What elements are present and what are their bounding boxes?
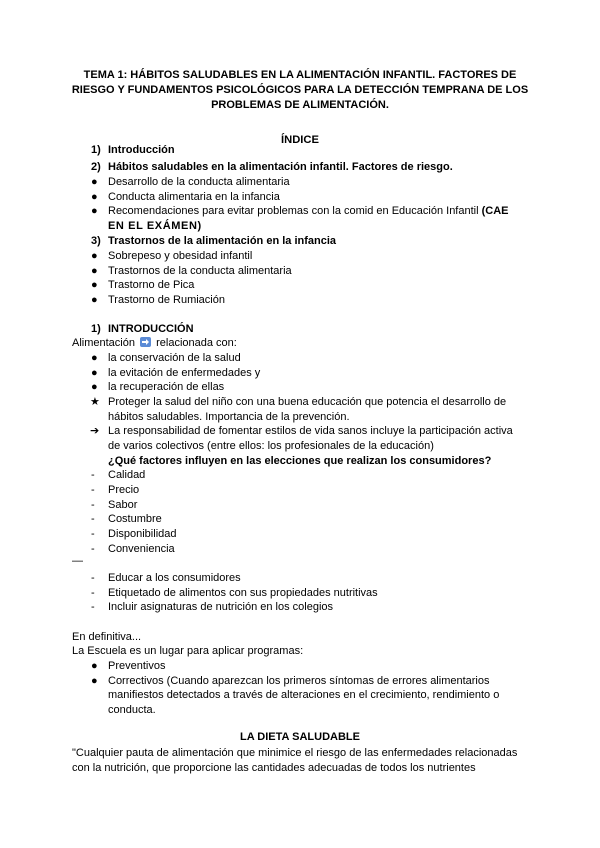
factor-item: Precio <box>108 484 140 496</box>
section-heading-dieta: LA DIETA SALUDABLE <box>240 731 360 743</box>
bullet-icon: ● <box>91 250 98 262</box>
dash-marker: - <box>91 528 95 540</box>
exam-note: (CAE <box>481 205 509 217</box>
star-icon: ★ <box>90 396 100 408</box>
right-arrow-icon <box>140 337 151 347</box>
star-note-line: hábitos saludables. Importancia de la prevención. <box>108 411 350 423</box>
list-item: la conservación de la salud <box>108 352 241 364</box>
intro-lead: Alimentación relacionada con: <box>72 337 237 349</box>
bullet-icon: ● <box>91 265 98 277</box>
dash-marker: - <box>91 601 95 613</box>
list-item: la evitación de enfermedades y <box>108 367 261 379</box>
section-heading-introduccion: INTRODUCCIÓN <box>108 323 194 335</box>
action-item: Educar a los consumidores <box>108 572 241 584</box>
index-subitem: Sobrepeso y obesidad infantil <box>108 250 253 262</box>
dash-marker: - <box>91 587 95 599</box>
dash-marker: - <box>91 484 95 496</box>
dash-marker: - <box>91 572 95 584</box>
index-item-trastornos: Trastornos de la alimentación en la infancia <box>108 235 337 247</box>
index-subitem: Trastorno de Pica <box>108 279 195 291</box>
diet-definition-line: con la nutrición, que proporcione las cantidades adecuadas de todos los nutrientes <box>72 762 476 774</box>
arrow-bullet-icon: ➔ <box>90 425 100 437</box>
index-subitem: Recomendaciones para evitar problemas con la comid en Educación Infantil (CAE <box>108 205 509 217</box>
index-heading: ÍNDICE <box>281 134 319 146</box>
dash-marker: - <box>91 513 95 525</box>
program-item-line: manifiestos detectados a través de alteraciones en el crecimiento, rendimiento o <box>108 689 500 701</box>
bullet-icon: ● <box>91 352 98 364</box>
program-item-line: Correctivos (Cuando aparezcan los primeros síntomas de errores alimentarios <box>108 675 490 687</box>
bullet-icon: ● <box>91 367 98 379</box>
dash-marker: - <box>91 499 95 511</box>
document-title: TEMA 1: HÁBITOS SALUDABLES EN LA ALIMENTACIÓN INFANTIL. FACTORES DE RIESGO Y FUNDAMENTOS PSICOLÓGICOS PARA LA DETECCIÓN TEMPRANA DE LOS PROBLEMAS DE ALIMENTACIÓN. <box>71 69 529 111</box>
arrow-note-line: La responsabilidad de fomentar estilos de vida sanos incluye la participación activa <box>108 425 513 437</box>
section-number-1: 1) <box>91 323 101 335</box>
bullet-icon: ● <box>91 205 98 217</box>
action-item: Etiquetado de alimentos con sus propiedades nutritivas <box>108 587 378 599</box>
program-item-line: conducta. <box>108 704 156 716</box>
index-subitem: Desarrollo de la conducta alimentaria <box>108 176 290 188</box>
action-item: Incluir asignaturas de nutrición en los colegios <box>108 601 334 613</box>
exam-note-continued: EN EL EXÁMEN) <box>108 220 202 232</box>
factor-item: Conveniencia <box>108 543 175 555</box>
bullet-icon: ● <box>91 660 98 672</box>
list-item: la recuperación de ellas <box>108 381 225 393</box>
program-item: Preventivos <box>108 660 166 672</box>
factor-item: Sabor <box>108 499 138 511</box>
factor-item: Calidad <box>108 469 146 481</box>
index-number-3: 3) <box>91 235 101 247</box>
index-item-habitos: Hábitos saludables en la alimentación infantil. Factores de riesgo. <box>108 161 453 173</box>
conclusion-text: En definitiva... <box>72 631 142 643</box>
bullet-icon: ● <box>91 381 98 393</box>
dash-marker: - <box>91 543 95 555</box>
index-number-2: 2) <box>91 161 101 173</box>
index-subitem: Trastorno de Rumiación <box>108 294 225 306</box>
arrow-note-line: de varios colectivos (entre ellos: los profesionales de la educación) <box>108 440 434 452</box>
separator: — <box>72 555 83 567</box>
factors-question: ¿Qué factores influyen en las elecciones que realizan los consumidores? <box>108 455 492 467</box>
school-text: La Escuela es un lugar para aplicar programas: <box>72 645 304 657</box>
bullet-icon: ● <box>91 279 98 291</box>
index-item-introduccion: Introducción <box>108 144 175 156</box>
index-subitem: Trastornos de la conducta alimentaria <box>108 265 292 277</box>
diet-definition-line: "Cualquier pauta de alimentación que minimice el riesgo de las enfermedades relacionadas <box>72 747 518 759</box>
factor-item: Costumbre <box>108 513 162 525</box>
index-number-1: 1) <box>91 144 101 156</box>
bullet-icon: ● <box>91 675 98 687</box>
bullet-icon: ● <box>91 191 98 203</box>
dash-marker: - <box>91 469 95 481</box>
index-subitem: Conducta alimentaria en la infancia <box>108 191 280 203</box>
bullet-icon: ● <box>91 176 98 188</box>
bullet-icon: ● <box>91 294 98 306</box>
factor-item: Disponibilidad <box>108 528 177 540</box>
star-note-line: Proteger la salud del niño con una buena educación que potencia el desarrollo de <box>108 396 507 408</box>
